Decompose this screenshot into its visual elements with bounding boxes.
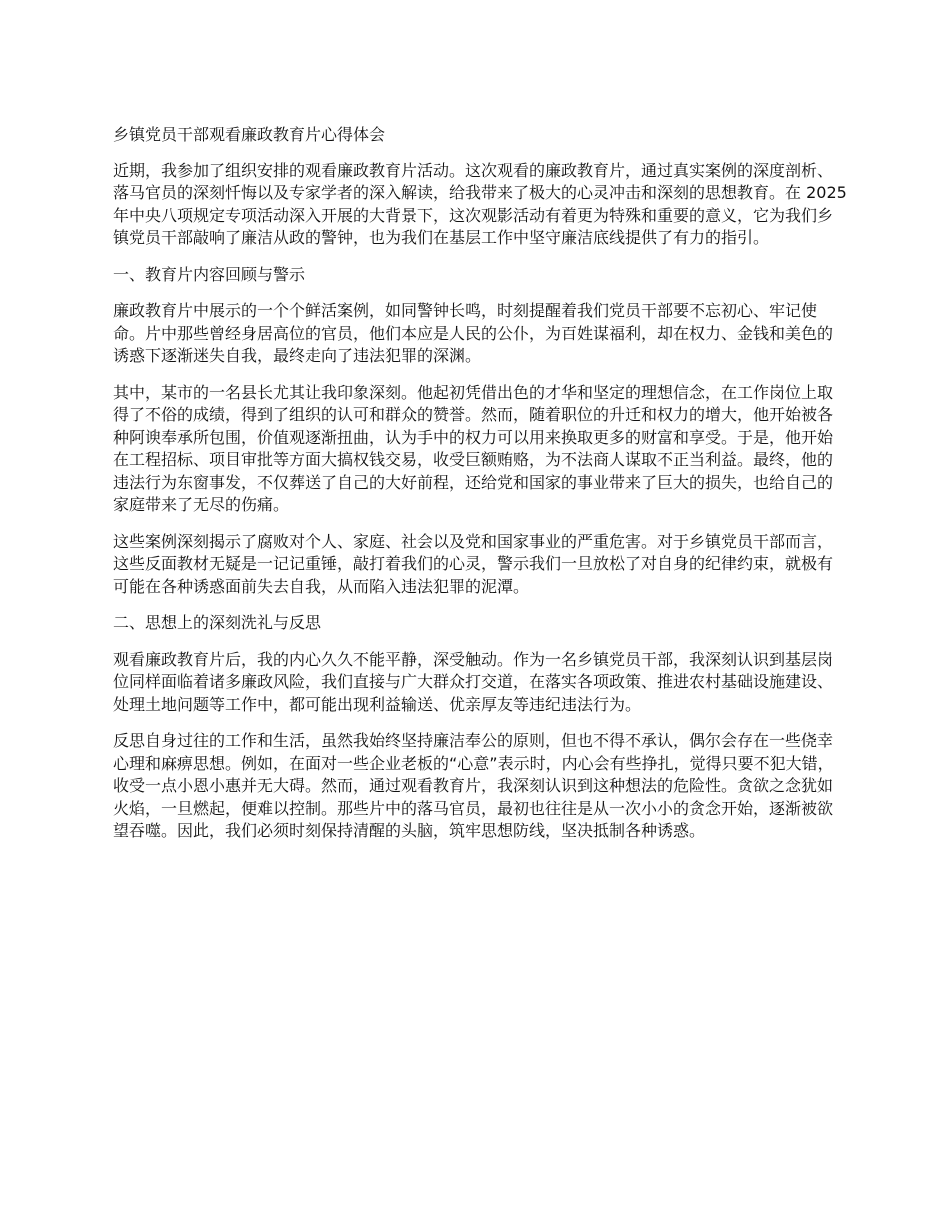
section-1-paragraph-1: 廉政教育片中展示的一个个鲜活案例，如同警钟长鸣，时刻提醒着我们党员干部要不忘初心、牢记使命。片中那些曾经身居高位的官员，他们本应是人民的公仆，为百姓谋福利，却在权力、金钱和美色的诱惑下逐渐迷失自我，最终走向了违法犯罪的深渊。 xyxy=(113,301,834,365)
section-2-paragraph-1: 观看廉政教育片后，我的内心久久不能平静，深受触动。作为一名乡镇党员干部，我深刻认识到基层岗位同样面临着诸多廉政风险，我们直接与广大群众打交道，在落实各项政策、推进农村基础设施建设、处理土地问题等工作中，都可能出现利益输送、优亲厚友等违纪违法行为。 xyxy=(113,649,834,714)
document-page xyxy=(113,124,848,857)
section-1-paragraph-3: 这些案例深刻揭示了腐败对个人、家庭、社会以及党和国家事业的严重危害。对于乡镇党员干部而言，这些反面教材无疑是一记记重锤，敲打着我们的心灵，警示我们一旦放松了对自身的纪律约束，就极有可能在各种诱惑面前失去自我，从而陷入违法犯罪的泥潭。 xyxy=(113,531,834,596)
intro-paragraph: 近期，我参加了组织安排的观看廉政教育片活动。这次观看的廉政教育片，通过真实案例的深度剖析、落马官员的深刻忏悔以及专家学者的深入解读，给我带来了极大的心灵冲击和深刻的思想教育。在 2025 年中央八项规定专项活动深入开展的大背景下，这次观影活动有着更为特殊和重要的意义，它为我们乡镇党员干部敲响了廉洁从政的警钟，也为我们在基层工作中坚守廉洁底线提供了有力的指引。 xyxy=(113,160,847,247)
section-heading-1: 一、教育片内容回顾与警示 xyxy=(113,264,306,284)
document-title: 乡镇党员干部观看廉政教育片心得体会 xyxy=(113,125,386,144)
section-1-paragraph-2: 其中，某市的一名县长尤其让我印象深刻。他起初凭借出色的才华和坚定的理想信念，在工作岗位上取得了不俗的成绩，得到了组织的认可和群众的赞誉。然而，随着职位的升迁和权力的增大，他开始被各种阿谀奉承所包围，价值观逐渐扭曲，认为手中的权力可以用来换取更多的财富和享受。于是，他开始在工程招标、项目审批等方面大搞权钱交易，收受巨额贿赂，为不法商人谋取不正当利益。最终，他的违法行为东窗事发，不仅葬送了自己的大好前程，还给党和国家的事业带来了巨大的损失，也给自己的家庭带来了无尽的伤痛。 xyxy=(113,382,834,514)
section-heading-2: 二、思想上的深刻洗礼与反思 xyxy=(113,613,322,632)
section-2-paragraph-2: 反思自身过往的工作和生活，虽然我始终坚持廉洁奉公的原则，但也不得不承认，偶尔会存在一些侥幸心理和麻痹思想。例如，在面对一些企业老板的“心意”表示时，内心会有些挣扎，觉得只要不犯大错，收受一点小恩小惠并无大碍。然而，通过观看教育片，我深刻认识到这种想法的危险性。贪欲之念犹如火焰，一旦燃起，便难以控制。那些片中的落马官员，最初也往往是从一次小小的贪念开始，逐渐被欲望吞噬。因此，我们必须时刻保持清醒的头脑，筑牢思想防线，坚决抵制各种诱惑。 xyxy=(113,731,834,840)
